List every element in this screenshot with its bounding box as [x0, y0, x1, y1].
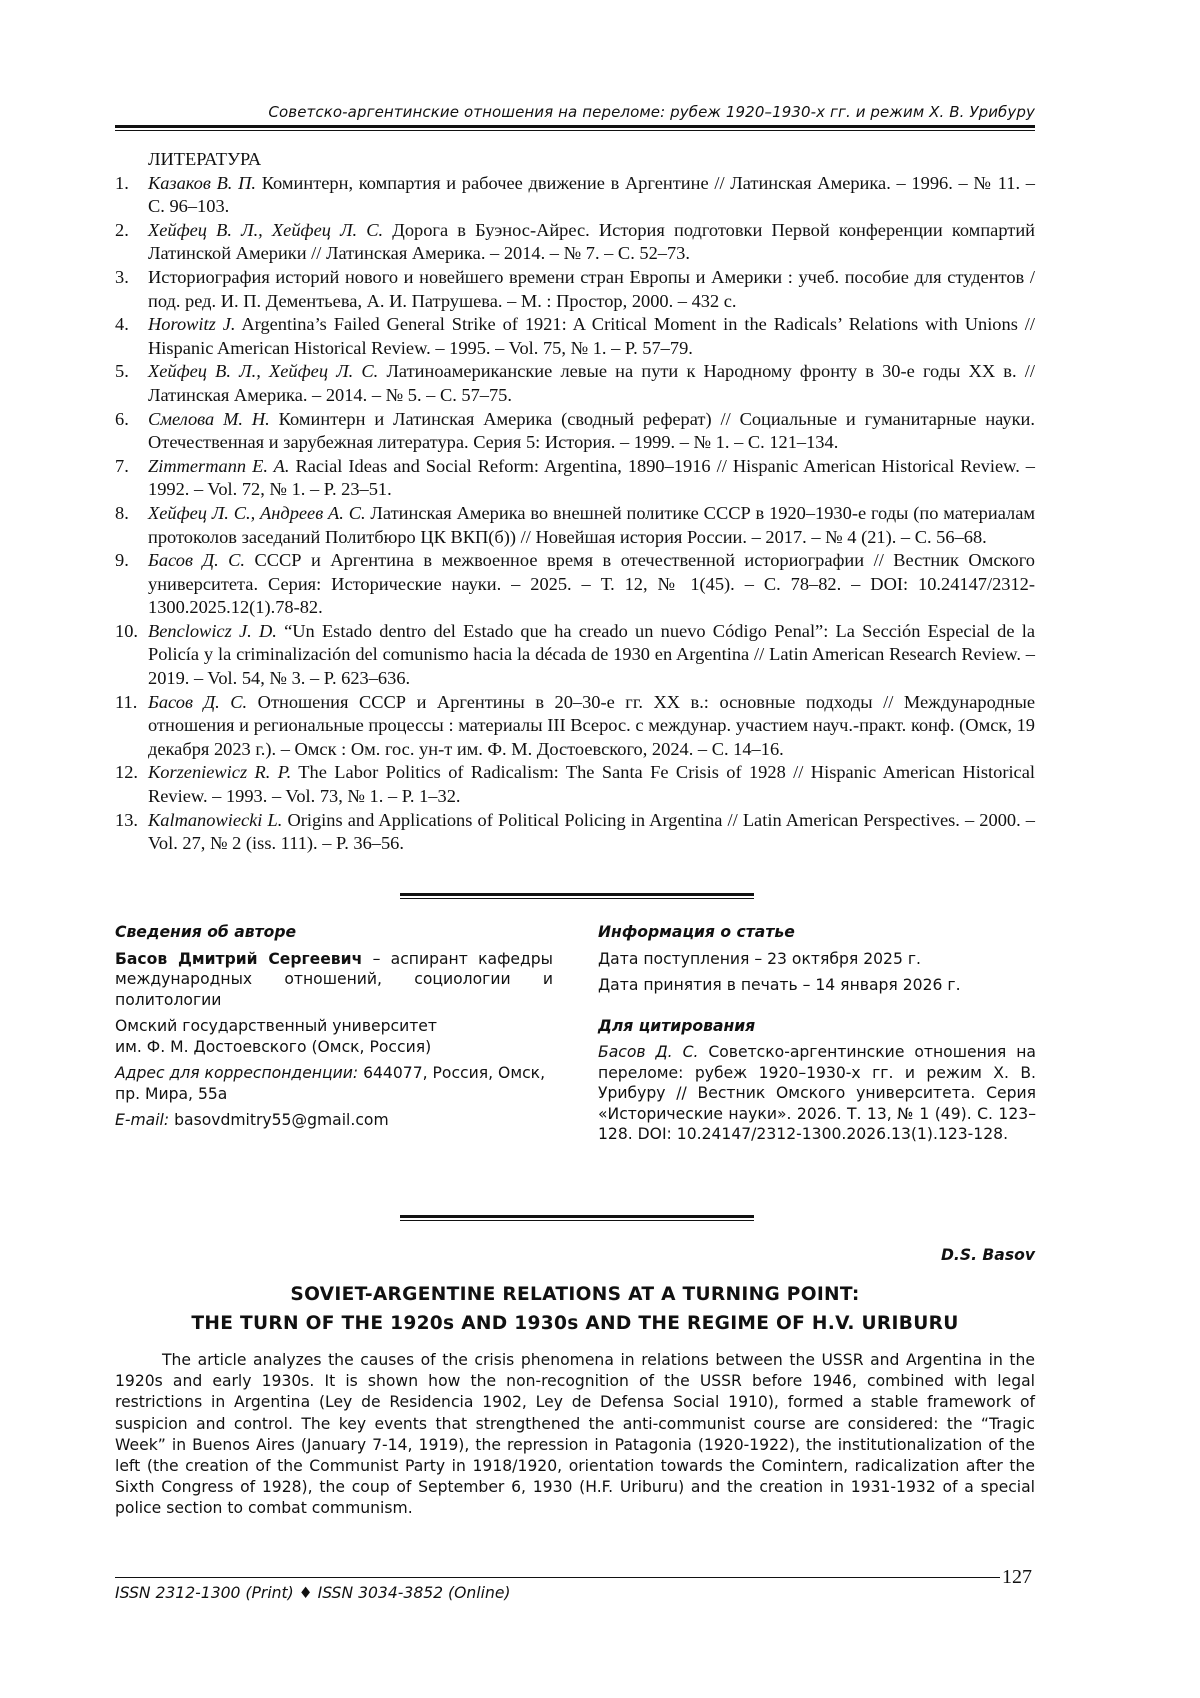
- reference-number: 10.: [115, 620, 138, 641]
- reference-text: Дорога в Буэнос-Айрес. История подготовки Первой конференции компартий Латинской Америки // Латинская Америка. – 2014. – № 7. – С. 52–73.: [148, 219, 1035, 264]
- reference-number: 11.: [115, 691, 138, 712]
- reference-number: 8.: [115, 502, 129, 523]
- author-position: – аспирант кафедры международных отношений, социологии и политологии: [115, 949, 553, 1009]
- reference-item: [115, 761, 1035, 808]
- citation-text: [598, 1042, 1036, 1145]
- accepted-date: Дата принятия в печать – 14 января 2026 г.: [598, 976, 961, 994]
- author-info-column: [115, 922, 553, 1137]
- reference-number: 2.: [115, 219, 129, 240]
- reference-item: [115, 691, 1035, 762]
- reference-item: [115, 502, 1035, 549]
- author-address: [115, 1063, 553, 1104]
- reference-text: Коминтерн, компартия и рабочее движение в Аргентине // Латинская Америка. – 1996. – № 11. – С. 96–103.: [148, 172, 1035, 217]
- author-affiliation: [115, 1016, 553, 1057]
- article-info-column: [598, 922, 1036, 1151]
- footer-rule: [115, 1577, 1000, 1578]
- reference-item: [115, 549, 1035, 620]
- page-number: 127: [1002, 1566, 1032, 1588]
- header-rule-thin: [115, 130, 1035, 131]
- reference-author: Horowitz J.: [148, 314, 236, 335]
- author-name: Басов Дмитрий Сергеевич: [115, 949, 363, 968]
- reference-text: “Un Estado dentro del Estado que ha creado un nuevo Código Penal”: La Sección Especial de la Policía y la criminalización del comunismo hacia la década de 1930 en Argentina // Latin American Research Review. – 2019. – Vol. 54, № 3. – P. 623–636.: [148, 620, 1035, 689]
- reference-item: [115, 266, 1035, 313]
- reference-author: Kalmanowiecki L.: [148, 809, 283, 830]
- reference-number: 5.: [115, 361, 129, 382]
- running-head: Советско-аргентинские отношения на переломе: рубеж 1920–1930-х гг. и режим Х. В. Урибуру: [268, 103, 1035, 121]
- reference-text: Коминтерн и Латинская Америка (сводный реферат) // Социальные и гуманитарные науки. Отечественная и зарубежная литература. Серия 5: История. – 1999. – № 1. – С. 121–134.: [148, 408, 1035, 453]
- reference-author: Хейфец В. Л., Хейфец Л. С.: [148, 361, 379, 382]
- reference-number: 13.: [115, 809, 138, 830]
- english-title: [115, 1280, 1035, 1338]
- section-separator-2: [400, 1215, 754, 1221]
- author-email: [115, 1110, 553, 1131]
- reference-text: Латиноамериканские левые на пути к Народному фронту в 30-е годы XX в. // Латинская Америка. – 2014. – № 5. – С. 57–75.: [148, 361, 1035, 405]
- reference-item: [115, 313, 1035, 360]
- english-title-line2: THE TURN OF THE 1920s AND 1930s AND THE REGIME OF H.V. URIBURU: [191, 1313, 959, 1334]
- reference-item: [115, 809, 1035, 856]
- reference-item: [115, 172, 1035, 219]
- author-info-heading: Сведения об авторе: [115, 923, 297, 941]
- header-rule: [115, 125, 1035, 128]
- received-date: Дата поступления – 23 октября 2025 г.: [598, 949, 921, 968]
- citation-body: Советско-аргентинские отношения на переломе: рубеж 1920–1930-х гг. и режим Х. В. Урибуру // Вестник Омского университета. Серия «Исторические науки». 2026. Т. 13, № 1 (49). С. 123–128. DOI: 10.24147/2312-1300.2026.13(1).123-128.: [598, 1043, 1036, 1143]
- reference-author: Хейфец В. Л., Хейфец Л. С.: [148, 219, 384, 240]
- reference-number: 9.: [115, 550, 129, 571]
- author-bio: [115, 949, 553, 1011]
- section-separator: [400, 893, 754, 899]
- reference-number: 7.: [115, 455, 129, 476]
- reference-item: [115, 455, 1035, 502]
- reference-author: Korzeniewicz R. P.: [148, 762, 292, 783]
- reference-author: Басов Д. С.: [148, 550, 246, 571]
- reference-number: 12.: [115, 762, 138, 783]
- reference-text: Латинская Америка во внешней политике СССР в 1920–1930-е годы (по материалам протоколов заседаний Политбюро ЦК ВКП(б)) // Новейшая история России. – 2017. – № 4 (21). – С. 56–68.: [148, 502, 1035, 547]
- reference-author: Басов Д. С.: [148, 691, 248, 712]
- email-label: E-mail:: [115, 1111, 170, 1129]
- reference-author: Смелова М. Н.: [148, 408, 270, 429]
- references-title: ЛИТЕРАТУРА: [148, 149, 262, 169]
- reference-number: 4.: [115, 314, 129, 335]
- reference-text: Argentina’s Failed General Strike of 1921: A Critical Moment in the Radicals’ Relations with Unions // Hispanic American Historical Review. – 1995. – Vol. 75, № 1. – P. 57–79.: [148, 314, 1035, 358]
- reference-author: Казаков В. П.: [148, 172, 256, 193]
- reference-author: Benclowicz J. D.: [148, 620, 277, 641]
- reference-author: Хейфец Л. С., Андреев А. С.: [148, 502, 366, 523]
- english-abstract: The article analyzes the causes of the crisis phenomena in relations between the USSR and Argentina in the 1920s and early 1930s. It is shown how the non-recognition of the USSR before 1946, combined with legal restrictions in Argentina (Ley de Residencia 1902, Ley de Defensa Social 1910), formed a stable framework of suspicion and control. The key events that strengthened the anti-communist course are considered: the “Tragic Week” in Buenos Aires (January 7-14, 1919), the repression in Patagonia (1920-1922), the institutionalization of the left (the creation of the Communist Party in 1918/1920, orientation towards the Comintern, radicalization after the Sixth Congress of 1928), the coup of September 6, 1930 (H.F. Uriburu) and the creation in 1931-1932 of a special police section to combat communism.: [115, 1351, 1035, 1518]
- reference-author: Zimmermann E. A.: [148, 455, 290, 476]
- footer-issn: ISSN 2312-1300 (Print) ♦ ISSN 3034-3852 (Online): [115, 1584, 511, 1602]
- references-section: [115, 148, 1035, 856]
- article-info-heading: Информация о статье: [598, 923, 795, 941]
- address-value: 644077, Россия, Омск, пр. Мира, 55а: [115, 1064, 546, 1103]
- reference-number: 3.: [115, 266, 129, 287]
- reference-item: [115, 219, 1035, 266]
- reference-number: 1.: [115, 172, 129, 193]
- citation-author: Басов Д. С.: [598, 1043, 699, 1061]
- reference-text: The Labor Politics of Radicalism: The Santa Fe Crisis of 1928 // Hispanic American Historical Review. – 1993. – Vol. 73, № 1. – P. 1–32.: [148, 762, 1035, 807]
- reference-text: СССР и Аргентина в межвоенное время в отечественной историографии // Вестник Омского университета. Серия: Исторические науки. – 2025. – Т. 12, № 1(45). – С. 78–82. – DOI: 10.24147/2312-1300.2025.12(1).78-82.: [148, 550, 1035, 618]
- english-author: D.S. Basov: [940, 1246, 1035, 1264]
- citation-heading: Для цитирования: [598, 1016, 756, 1035]
- address-label: Адрес для корреспонденции:: [115, 1064, 359, 1082]
- references-list: [115, 172, 1035, 856]
- reference-text: Отношения СССР и Аргентины в 20–30-е гг. XX в.: основные подходы // Международные отношения и региональные процессы : материалы III Всерос. с междунар. участием науч.-практ. конф. (Омск, 19 декабря 2023 г.). – Омск : Ом. гос. ун-т им. Ф. М. Достоевского, 2024. – С. 14–16.: [148, 691, 1035, 759]
- reference-item: [115, 360, 1035, 407]
- english-title-line1: SOVIET-ARGENTINE RELATIONS AT A TURNING POINT:: [290, 1284, 860, 1305]
- email-value[interactable]: basovdmitry55@gmail.com: [169, 1111, 389, 1129]
- reference-item: [115, 408, 1035, 455]
- reference-text: Racial Ideas and Social Reform: Argentina, 1890–1916 // Hispanic American Historical Review. – 1992. – Vol. 72, № 1. – P. 23–51.: [148, 455, 1035, 500]
- reference-item: [115, 620, 1035, 691]
- affiliation-line1: Омский государственный университет: [115, 1017, 437, 1035]
- reference-text: Историография историй нового и новейшего времени стран Европы и Америки : учеб. пособие для студентов / под. ред. И. П. Дементьева, А. И. Патрушева. – М. : Простор, 2000. – 432 с.: [148, 266, 1035, 311]
- affiliation-line2: им. Ф. М. Достоевского (Омск, Россия): [115, 1037, 432, 1056]
- reference-text: Origins and Applications of Political Policing in Argentina // Latin American Perspectives. – 2000. – Vol. 27, № 2 (iss. 111). – P. 36–56.: [148, 809, 1035, 854]
- reference-number: 6.: [115, 408, 129, 429]
